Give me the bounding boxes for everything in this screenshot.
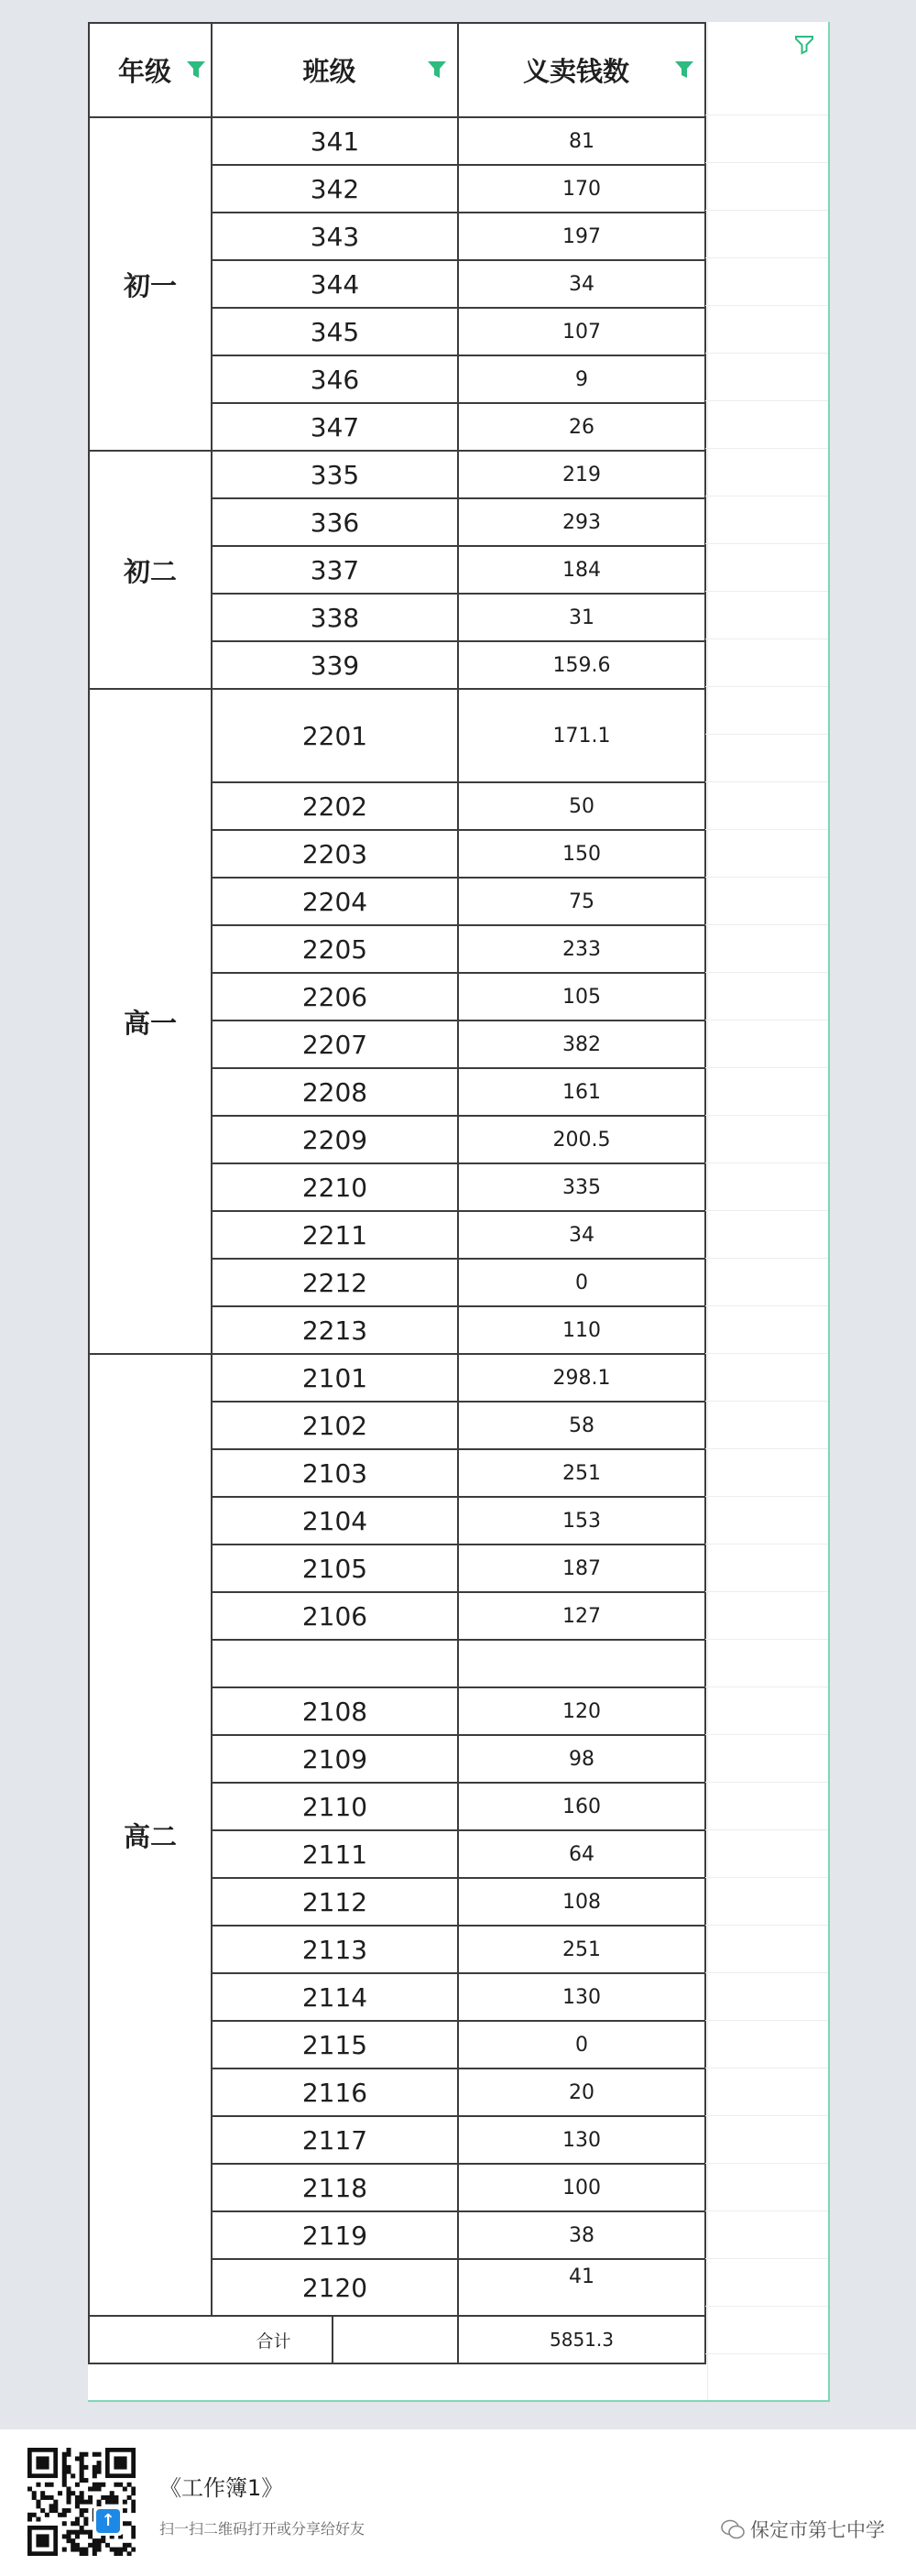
amount-cell[interactable] [458,260,705,308]
header-amount[interactable] [458,23,705,117]
class-number: 2102 [301,1410,368,1441]
total-value: 5851.3 [550,2329,614,2351]
grade-label: 高二 [123,1820,177,1852]
amount-cell[interactable] [458,451,705,498]
table-body [89,117,705,2316]
amount-cell[interactable] [458,1259,705,1306]
header-grade[interactable] [89,23,212,117]
amount-value: 110 [562,1318,601,1342]
account-name: 保定市第七中学 [750,2519,885,2541]
class-number: 2115 [301,2029,368,2060]
amount-value: 50 [569,794,594,818]
empty-gridline [705,353,828,354]
amount-value: 184 [562,558,601,582]
class-number: 345 [310,316,360,347]
grade-label: 高一 [123,1007,177,1039]
header-class-label: 班级 [302,56,356,87]
class-cell[interactable] [212,2068,458,2116]
header-class[interactable] [212,23,458,117]
class-cell[interactable] [212,2211,458,2259]
class-number: 338 [310,602,360,633]
amount-cell[interactable] [458,1878,705,1926]
amount-value: 120 [562,1699,601,1723]
amount-value: 200.5 [552,1128,611,1152]
filter-icon[interactable] [426,59,448,81]
amount-value: 197 [562,224,601,248]
class-number: 343 [310,221,360,252]
table-row [89,1354,705,1402]
amount-value: 298.1 [552,1366,611,1390]
amount-cell[interactable] [458,1545,705,1592]
filter-icon[interactable] [793,33,815,55]
amount-cell[interactable] [458,2068,705,2116]
grade-label: 初二 [123,555,177,587]
class-number: 347 [310,411,360,442]
amount-cell[interactable] [458,594,705,641]
class-cell[interactable] [212,546,458,594]
class-cell[interactable] [212,1354,458,1402]
class-number: 2212 [301,1267,368,1298]
amount-value: 0 [575,1271,588,1294]
empty-gridline [705,2258,828,2259]
table-row [89,689,705,782]
class-cell[interactable] [212,1973,458,2021]
empty-gridline [705,1401,828,1402]
amount-value: 153 [562,1509,601,1533]
amount-cell[interactable] [458,1830,705,1878]
class-cell[interactable] [212,1735,458,1783]
amount-value: 31 [569,606,594,629]
class-number: 2106 [301,1600,368,1632]
class-cell[interactable] [212,451,458,498]
class-number: 336 [310,507,360,538]
class-number: 2105 [301,1553,368,1584]
empty-gridline [705,1210,828,1211]
amount-value: 219 [562,463,601,486]
class-number: 2205 [301,933,368,965]
class-number: 2206 [301,981,368,1012]
empty-gridline [705,1591,828,1592]
amount-value: 382 [562,1032,601,1056]
class-cell[interactable] [212,403,458,451]
amount-value: 38 [569,2223,594,2247]
amount-cell[interactable] [458,1783,705,1830]
class-number: 2111 [301,1839,368,1870]
class-number: 2210 [301,1172,368,1203]
class-cell[interactable] [212,1687,458,1735]
class-number: 2208 [301,1076,368,1108]
empty-gridline [705,734,828,735]
amount-cell[interactable] [458,830,705,878]
amount-value: 9 [575,367,588,391]
empty-gridline [705,829,828,830]
class-number: 2118 [301,2172,368,2203]
amount-cell[interactable] [458,213,705,260]
class-cell[interactable] [212,213,458,260]
class-number: 2108 [301,1696,368,1727]
table-row [89,117,705,165]
class-cell[interactable] [212,308,458,355]
class-number: 2207 [301,1029,368,1060]
class-number: 2116 [301,2077,368,2108]
share-footer [0,2429,916,2576]
filter-icon[interactable] [673,59,695,81]
amount-cell[interactable] [458,308,705,355]
class-number: 2110 [301,1791,368,1822]
class-cell[interactable] [212,1021,458,1068]
amount-cell[interactable] [458,546,705,594]
empty-gridline [705,924,828,925]
class-number: 2211 [301,1219,368,1250]
amount-cell[interactable] [458,1640,705,1687]
amount-value: 187 [562,1556,601,1580]
class-number: 337 [310,554,360,585]
amount-value: 161 [562,1080,601,1104]
empty-gridline [705,972,828,973]
amount-cell[interactable] [458,641,705,689]
amount-value: 98 [569,1747,594,1771]
empty-gridline [705,257,828,258]
amount-cell[interactable] [458,782,705,830]
empty-gridline [705,1115,828,1116]
total-label: 合计 [256,2330,291,2352]
class-cell[interactable] [212,689,458,782]
class-number: 2120 [301,2272,368,2303]
amount-cell[interactable] [458,2164,705,2211]
empty-gridline [705,1448,828,1449]
total-value-cell[interactable] [458,2316,705,2363]
empty-gridline [705,1162,828,1163]
amount-value: 127 [562,1604,601,1628]
class-cell[interactable] [212,1640,458,1687]
empty-gridline [705,1353,828,1354]
amount-value: 26 [569,415,594,439]
empty-gridline [705,1972,828,1973]
class-number: 2209 [301,1124,368,1155]
amount-value: 34 [569,272,594,296]
wechat-account [721,2516,885,2543]
amount-value: 160 [562,1795,601,1818]
amount-cell[interactable] [458,1449,705,1497]
wechat-icon [721,2519,745,2539]
filter-icon[interactable] [185,59,207,81]
class-cell[interactable] [212,1545,458,1592]
class-number: 342 [310,173,360,204]
class-cell[interactable] [212,1830,458,1878]
donation-table [88,22,706,2364]
header-grade-label: 年级 [117,56,171,87]
amount-value: 105 [562,985,601,1009]
amount-value: 251 [562,1937,601,1961]
class-cell[interactable] [212,1878,458,1926]
empty-gridline [705,686,828,687]
amount-value: 335 [562,1175,601,1199]
empty-gridline [705,1782,828,1783]
class-cell[interactable] [212,1449,458,1497]
empty-gridline [705,210,828,211]
amount-cell[interactable] [458,165,705,213]
class-cell[interactable] [212,1163,458,1211]
class-cell[interactable] [212,165,458,213]
docs-logo-icon: ↑ [93,2506,123,2536]
class-cell[interactable] [212,1402,458,1449]
amount-value: 159.6 [552,653,611,677]
header-row [89,23,705,117]
amount-cell[interactable] [458,1497,705,1545]
amount-cell[interactable] [458,878,705,925]
amount-value: 64 [569,1842,594,1866]
class-cell[interactable] [212,925,458,973]
cell-divider [332,2316,333,2363]
class-cell[interactable] [212,117,458,165]
empty-gridline [705,877,828,878]
class-cell[interactable] [212,1259,458,1306]
class-cell[interactable] [212,1306,458,1354]
amount-cell[interactable] [458,498,705,546]
class-number: 2203 [301,838,368,869]
class-cell[interactable] [212,1116,458,1163]
class-number: 346 [310,364,360,395]
class-cell[interactable] [212,641,458,689]
empty-gridline [705,1686,828,1687]
amount-value: 0 [575,2033,588,2057]
empty-gridline [705,2306,828,2307]
amount-value: 34 [569,1223,594,1247]
amount-cell[interactable] [458,1354,705,1402]
workbook-title: 《工作簿1》 [159,2475,284,2501]
amount-value: 107 [562,320,601,344]
amount-cell[interactable] [458,1306,705,1354]
class-number: 341 [310,126,360,157]
class-number: 2109 [301,1743,368,1774]
amount-cell[interactable] [458,1926,705,1973]
class-number: 2204 [301,886,368,917]
empty-gridline [705,1639,828,1640]
amount-cell[interactable] [458,1068,705,1116]
class-number: 2112 [301,1886,368,1917]
grade-cell[interactable] [89,451,212,689]
class-number: 2117 [301,2124,368,2156]
empty-gridline [705,1020,828,1021]
grade-cell[interactable] [89,689,212,1354]
class-cell[interactable] [212,2021,458,2068]
amount-cell[interactable] [458,925,705,973]
class-number: 2202 [301,791,368,822]
class-number: 2114 [301,1981,368,2013]
empty-gridline [705,1067,828,1068]
grade-cell[interactable] [89,117,212,451]
header-amount-label: 义卖钱数 [522,56,629,87]
empty-gridline [705,1829,828,1830]
class-cell[interactable] [212,2164,458,2211]
class-cell[interactable] [212,830,458,878]
amount-value: 20 [569,2080,594,2104]
class-cell[interactable] [212,1783,458,1830]
total-row [89,2316,705,2363]
amount-cell[interactable] [458,1735,705,1783]
empty-gridline [705,496,828,497]
grade-cell[interactable] [89,1354,212,2316]
empty-gridline [705,1258,828,1259]
amount-value: 150 [562,842,601,866]
amount-value: 100 [562,2176,601,2199]
amount-value: 108 [562,1890,601,1914]
empty-gridline [705,1544,828,1545]
amount-cell[interactable] [458,1211,705,1259]
empty-gridline [705,2115,828,2116]
empty-gridline [705,2210,828,2211]
empty-gridline [705,2353,828,2354]
class-number: 2201 [301,720,368,751]
total-label-cell[interactable] [89,2316,458,2363]
amount-value: 293 [562,510,601,534]
amount-value: 171.1 [552,724,611,748]
amount-value: 130 [562,1985,601,2009]
class-number: 2113 [301,1934,368,1965]
amount-value: 58 [569,1414,594,1437]
class-number: 335 [310,459,360,490]
class-number: 2104 [301,1505,368,1536]
class-cell[interactable] [212,1068,458,1116]
class-cell[interactable] [212,498,458,546]
table-row [89,451,705,498]
class-number: 344 [310,268,360,300]
class-cell[interactable] [212,2116,458,2164]
class-cell[interactable] [212,1211,458,1259]
amount-value: 233 [562,937,601,961]
amount-cell[interactable] [458,689,705,782]
share-hint: 扫一扫二维码打开或分享给好友 [159,2520,365,2538]
amount-cell[interactable] [458,1021,705,1068]
empty-gridline [705,305,828,306]
class-number: 2101 [301,1362,368,1393]
class-cell[interactable] [212,355,458,403]
amount-cell[interactable] [458,2259,705,2316]
amount-value: 251 [562,1461,601,1485]
class-number: 2213 [301,1315,368,1346]
empty-gridline [705,1734,828,1735]
amount-value: 41 [569,2265,594,2288]
class-cell[interactable] [212,1592,458,1640]
qr-code-icon [27,2448,136,2556]
class-number: 339 [310,649,360,681]
class-cell[interactable] [212,594,458,641]
amount-cell[interactable] [458,1592,705,1640]
amount-value: 130 [562,2128,601,2152]
class-cell[interactable] [212,1926,458,1973]
amount-cell[interactable] [458,1402,705,1449]
empty-gridline [705,1496,828,1497]
amount-cell[interactable] [458,973,705,1021]
empty-gridline [705,400,828,401]
amount-cell[interactable] [458,1163,705,1211]
class-cell[interactable] [212,2259,458,2316]
empty-gridline [705,2163,828,2164]
class-cell[interactable] [212,782,458,830]
amount-cell[interactable] [458,2211,705,2259]
class-number: 2103 [301,1457,368,1489]
amount-value: 170 [562,177,601,201]
grade-label: 初一 [123,269,177,301]
amount-cell[interactable] [458,1973,705,2021]
class-cell[interactable] [212,260,458,308]
class-number: 2119 [301,2220,368,2251]
empty-column-gridline [707,22,708,2400]
amount-cell[interactable] [458,117,705,165]
empty-gridline [705,543,828,544]
amount-cell[interactable] [458,2116,705,2164]
class-cell[interactable] [212,878,458,925]
empty-gridline [705,1925,828,1926]
class-cell[interactable] [212,1497,458,1545]
amount-cell[interactable] [458,2021,705,2068]
amount-value: 75 [569,890,594,913]
amount-cell[interactable] [458,1116,705,1163]
class-cell[interactable] [212,973,458,1021]
empty-gridline [705,591,828,592]
amount-cell[interactable] [458,403,705,451]
empty-gridline [705,1877,828,1878]
amount-cell[interactable] [458,355,705,403]
empty-gridline [705,162,828,163]
empty-gridline [705,448,828,449]
amount-value: 81 [569,129,594,153]
empty-gridline [705,1305,828,1306]
empty-gridline [705,2020,828,2021]
empty-gridline [705,781,828,782]
amount-cell[interactable] [458,1687,705,1735]
spreadsheet-sheet [88,22,830,2402]
